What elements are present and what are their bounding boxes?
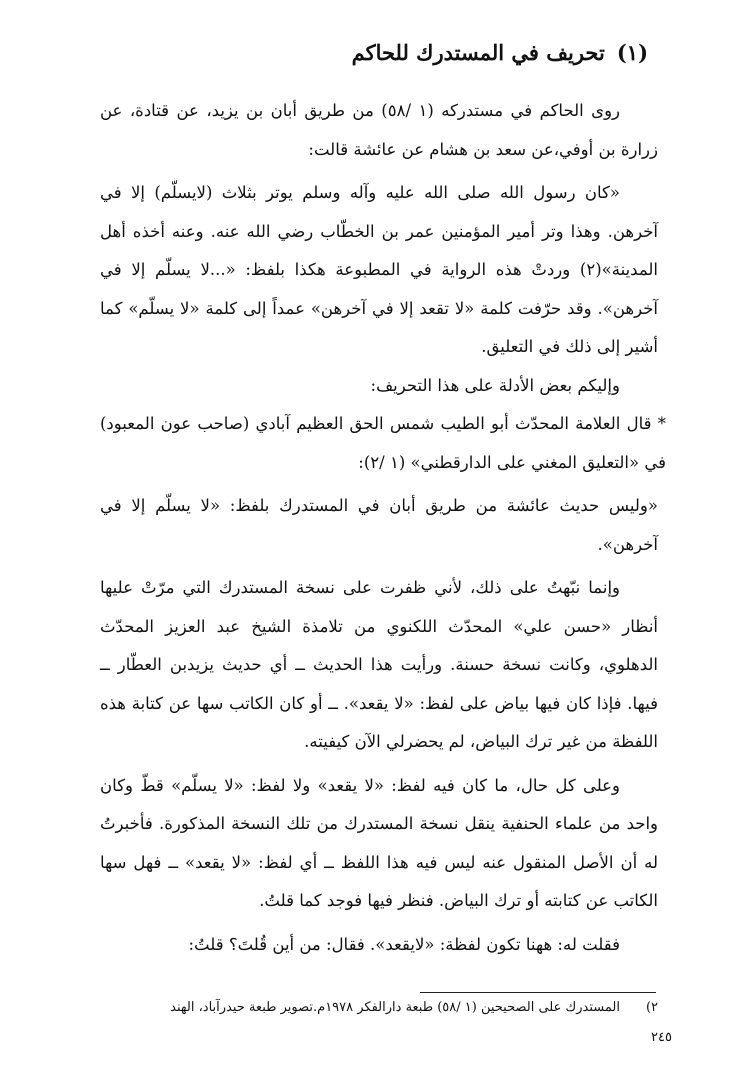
paragraph-6: وإنما نبّهتُ على ذلك، لأني ظفرت على نسخة المستدرك التي مرّتْ عليها أنظار «حسن علي» المحدّث اللكنوي من تلامذة الشيخ عبد العزيز المحدّث الدهلوي، وكانت نسخة حسنة. ورأيت هذا الحديث ــ أي حديث يزيدبن العطّار ــ فيها. فإذا كان فيها بياض على لفظ: «لا يقعد». ــ أو كان الكاتب سها عن كتابة هذه اللفظة من غير ترك البياض، لم يحضرلي الآن كيفيته. (100, 578, 658, 751)
paragraph-8: فقلت له: ههنا تكون لفظة: «لايقعد». فقال: من أين قُلتَ؟ قلتُ: (188, 934, 620, 954)
section-heading (352, 40, 648, 65)
page-number: ٢٤٥ (651, 1030, 672, 1045)
footnote-text: المستدرك على الصحيحين (١ /٥٨) طبعة دارالفكر ١٩٧٨م.تصوير طبعة حيدرآباد، الهند (170, 1000, 620, 1015)
body-text (100, 92, 666, 964)
footnote (58, 1000, 658, 1015)
paragraph-3: وإليكم بعض الأدلة على هذا التحريف: (370, 375, 620, 395)
paragraph-7: وعلى كل حال، ما كان فيه لفظ: «لا يقعد» ولا لفظ: «لا يسلّم» قطّ وكان واحد من علماء الحنفية ينقل نسخة المستدرك من تلك النسخة المذكورة. فأخبرتُ له أن الأصل المنقول عنه ليس فيه هذا اللفظ ــ أي لفظ: «لا يقعد» ــ فهل سها الكاتب عن كتابته أو ترك البياض. فنظر فيها فوجد كما قلتُ. (100, 775, 658, 910)
paragraph-1: روى الحاكم في مستدركه (١ /٥٨) من طريق أبان بن يزيد، عن قتادة، عن زرارة بن أوفي،عن سعد بن هشام عن عائشة قالت: (100, 101, 658, 159)
paragraph-2: «كان رسول الله صلى الله عليه وآله وسلم يوتر بثلاث (لايسلّم) إلا في آخرهن. وهذا وتر أمير المؤمنين عمر بن الخطّاب رضي الله عنه. وعنه أخذه أهل المدينة»(٢) وردتْ هذه الرواية في المطبوعة هكذا بلفظ: «...لا يسلّم إلا في آخرهن». وقد حرّفت كلمة «لا تقعد إلا في آخرهن» عمداً إلى كلمة «لا يسلّم» كما أشير إلى ذلك في التعليق. (100, 183, 658, 356)
footnote-divider (420, 992, 656, 993)
footnote-number: ٢) (645, 1000, 658, 1015)
section-number: (١) (616, 40, 648, 65)
paragraph-4: * قال العلامة المحدّث أبو الطيب شمس الحق العظيم آبادي (صاحب عون المعبود) في «التعليق المغني على الدارقطني» (١ /٢): (100, 414, 666, 472)
paragraph-5-quote: «وليس حديث عائشة من طريق أبان في المستدرك بلفظ: «لا يسلّم إلا في آخرهن». (100, 496, 658, 554)
section-title: تحريف في المستدرك للحاكم (351, 40, 605, 65)
